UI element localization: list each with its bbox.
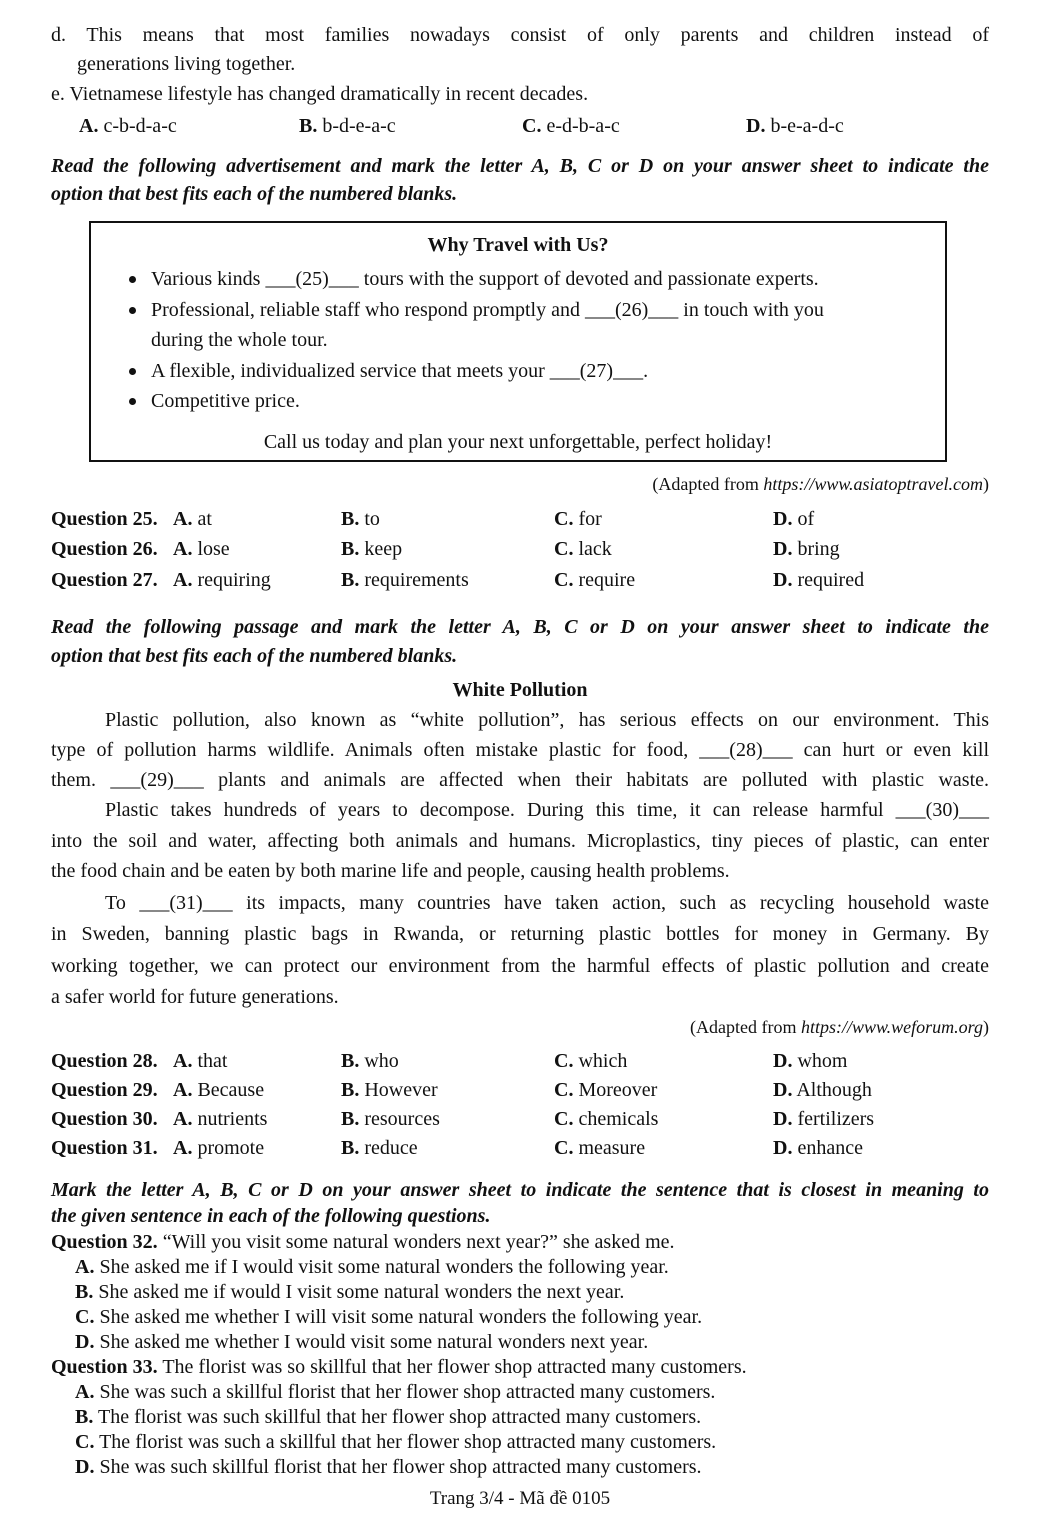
q25-option-d[interactable]: D. of [773,508,815,530]
q33-option-c[interactable]: C. The florist was such a skillful that her flower shop attracted many customers. [75,1431,717,1453]
passage-line: type of pollution harms wildlife. Animals often mistake plastic for food, ___(28)___ can hurt or even kill [51,739,989,761]
q28-option-c[interactable]: C. which [554,1050,628,1072]
q30-option-b[interactable]: B. resources [341,1108,440,1130]
q26-option-d[interactable]: D. bring [773,538,840,560]
q29-option-c[interactable]: C. Moreover [554,1079,658,1101]
passage-line: them. ___(29)___ plants and animals are affected when their habitats are polluted with plastic waste. [51,769,989,791]
q32-option-c[interactable]: C. She asked me whether I will visit some natural wonders the following year. [75,1306,703,1328]
q32-option-a[interactable]: A. She asked me if I would visit some natural wonders the following year. [75,1256,669,1278]
q26-option-a[interactable]: A. lose [173,538,230,560]
option-d-continuation: generations living together. [77,53,296,75]
q25-option-b[interactable]: B. to [341,508,380,530]
advert-bullet-4: Competitive price. [151,390,300,412]
advert-source: (Adapted from https://www.asiatoptravel.com) [652,474,989,494]
q26-option-c[interactable]: C. lack [554,538,612,560]
advert-bullet-2: Professional, reliable staff who respond promptly and ___(26)___ in touch with you [151,299,824,321]
bullet-icon [129,398,136,405]
question-26-label: Question 26. [51,538,158,560]
q31-option-c[interactable]: C. measure [554,1137,646,1159]
passage-title: White Pollution [452,679,588,701]
q25-option-a[interactable]: A. at [173,508,212,530]
q30-option-a[interactable]: A. nutrients [173,1108,268,1130]
q33-option-b[interactable]: B. The florist was such skillful that her flower shop attracted many customers. [75,1406,702,1428]
passage-line: a safer world for future generations. [51,986,339,1008]
bullet-icon [129,276,136,283]
q24-answer-b[interactable]: B. b-d-e-a-c [299,115,396,137]
q27-option-b[interactable]: B. requirements [341,569,469,591]
q25-option-c[interactable]: C. for [554,508,602,530]
q24-answer-d[interactable]: D. b-e-a-d-c [746,115,844,137]
advert-call-to-action: Call us today and plan your next unforgettable, perfect holiday! [263,431,773,453]
q29-option-a[interactable]: A. Because [173,1079,265,1101]
q31-option-d[interactable]: D. enhance [773,1137,863,1159]
question-28-label: Question 28. [51,1050,158,1072]
passage-source: (Adapted from https://www.weforum.org) [690,1017,989,1037]
closest-instruction-line1: Mark the letter A, B, C or D on your answer sheet to indicate the sentence that is closest in meaning to [51,1179,989,1201]
question-32: Question 32. “Will you visit some natural wonders next year?” she asked me. [51,1231,675,1253]
closest-instruction-line2: the given sentence in each of the following questions. [51,1205,491,1227]
question-25-label: Question 25. [51,508,158,530]
q27-option-c[interactable]: C. require [554,569,636,591]
passage-line: in Sweden, banning plastic bags in Rwanda, or returning plastic bottles for money in Germany. By [51,923,989,945]
q32-option-d[interactable]: D. She asked me whether I would visit some natural wonders next year. [75,1331,649,1353]
question-27-label: Question 27. [51,569,158,591]
passage-instruction-line1: Read the following passage and mark the letter A, B, C or D on your answer sheet to indicate the [51,616,989,638]
advert-instruction-line1: Read the following advertisement and mark the letter A, B, C or D on your answer sheet to indicate the [51,155,989,177]
advert-title: Why Travel with Us? [427,234,609,256]
q33-option-d[interactable]: D. She was such skillful florist that her flower shop attracted many customers. [75,1456,702,1478]
advert-instruction-line2: option that best fits each of the numbered blanks. [51,183,458,205]
q31-option-a[interactable]: A. promote [173,1137,265,1159]
passage-line: Plastic pollution, also known as “white pollution”, has serious effects on our environment. This [105,709,989,731]
q24-answer-c[interactable]: C. e-d-b-a-c [522,115,620,137]
q26-option-b[interactable]: B. keep [341,538,403,560]
advert-bullet-2-continuation: during the whole tour. [151,329,328,351]
question-30-label: Question 30. [51,1108,158,1130]
q24-answer-a[interactable]: A. c-b-d-a-c [79,115,177,137]
q32-option-b[interactable]: B. She asked me if would I visit some natural wonders the next year. [75,1281,625,1303]
q27-option-a[interactable]: A. requiring [173,569,271,591]
q33-option-a[interactable]: A. She was such a skillful florist that her flower shop attracted many customers. [75,1381,716,1403]
bullet-icon [129,307,136,314]
q29-option-b[interactable]: B. However [341,1079,438,1101]
question-31-label: Question 31. [51,1137,158,1159]
passage-line: To ___(31)___ its impacts, many countries have taken action, such as recycling household waste [105,892,989,914]
q30-option-d[interactable]: D. fertilizers [773,1108,875,1130]
question-29-label: Question 29. [51,1079,158,1101]
q28-option-b[interactable]: B. who [341,1050,399,1072]
page-footer: Trang 3/4 - Mã đề 0105 [429,1488,611,1509]
q28-option-a[interactable]: A. that [173,1050,228,1072]
q27-option-d[interactable]: D. required [773,569,865,591]
option-d-text: d. This means that most families nowadays consist of only parents and children instead of [51,24,989,46]
q30-option-c[interactable]: C. chemicals [554,1108,659,1130]
passage-line: into the soil and water, affecting both animals and humans. Microplastics, tiny pieces of plastic, can enter [51,830,989,852]
q29-option-d[interactable]: D. Although [773,1079,872,1101]
passage-line: working together, we can protect our environment from the harmful effects of plastic pollution and create [51,955,989,977]
advert-bullet-1: Various kinds ___(25)___ tours with the support of devoted and passionate experts. [151,268,819,290]
option-e-text: e. Vietnamese lifestyle has changed dramatically in recent decades. [51,83,589,105]
advert-bullet-3: A flexible, individualized service that meets your ___(27)___. [151,360,649,382]
bullet-icon [129,368,136,375]
advert-box [89,221,947,462]
q31-option-b[interactable]: B. reduce [341,1137,418,1159]
question-33: Question 33. The florist was so skillful that her flower shop attracted many customers. [51,1356,747,1378]
passage-line: Plastic takes hundreds of years to decompose. During this time, it can release harmful ___(30)___ [105,799,989,821]
passage-instruction-line2: option that best fits each of the numbered blanks. [51,645,458,667]
passage-line: the food chain and be eaten by both marine life and people, causing health problems. [51,860,730,882]
q28-option-d[interactable]: D. whom [773,1050,848,1072]
